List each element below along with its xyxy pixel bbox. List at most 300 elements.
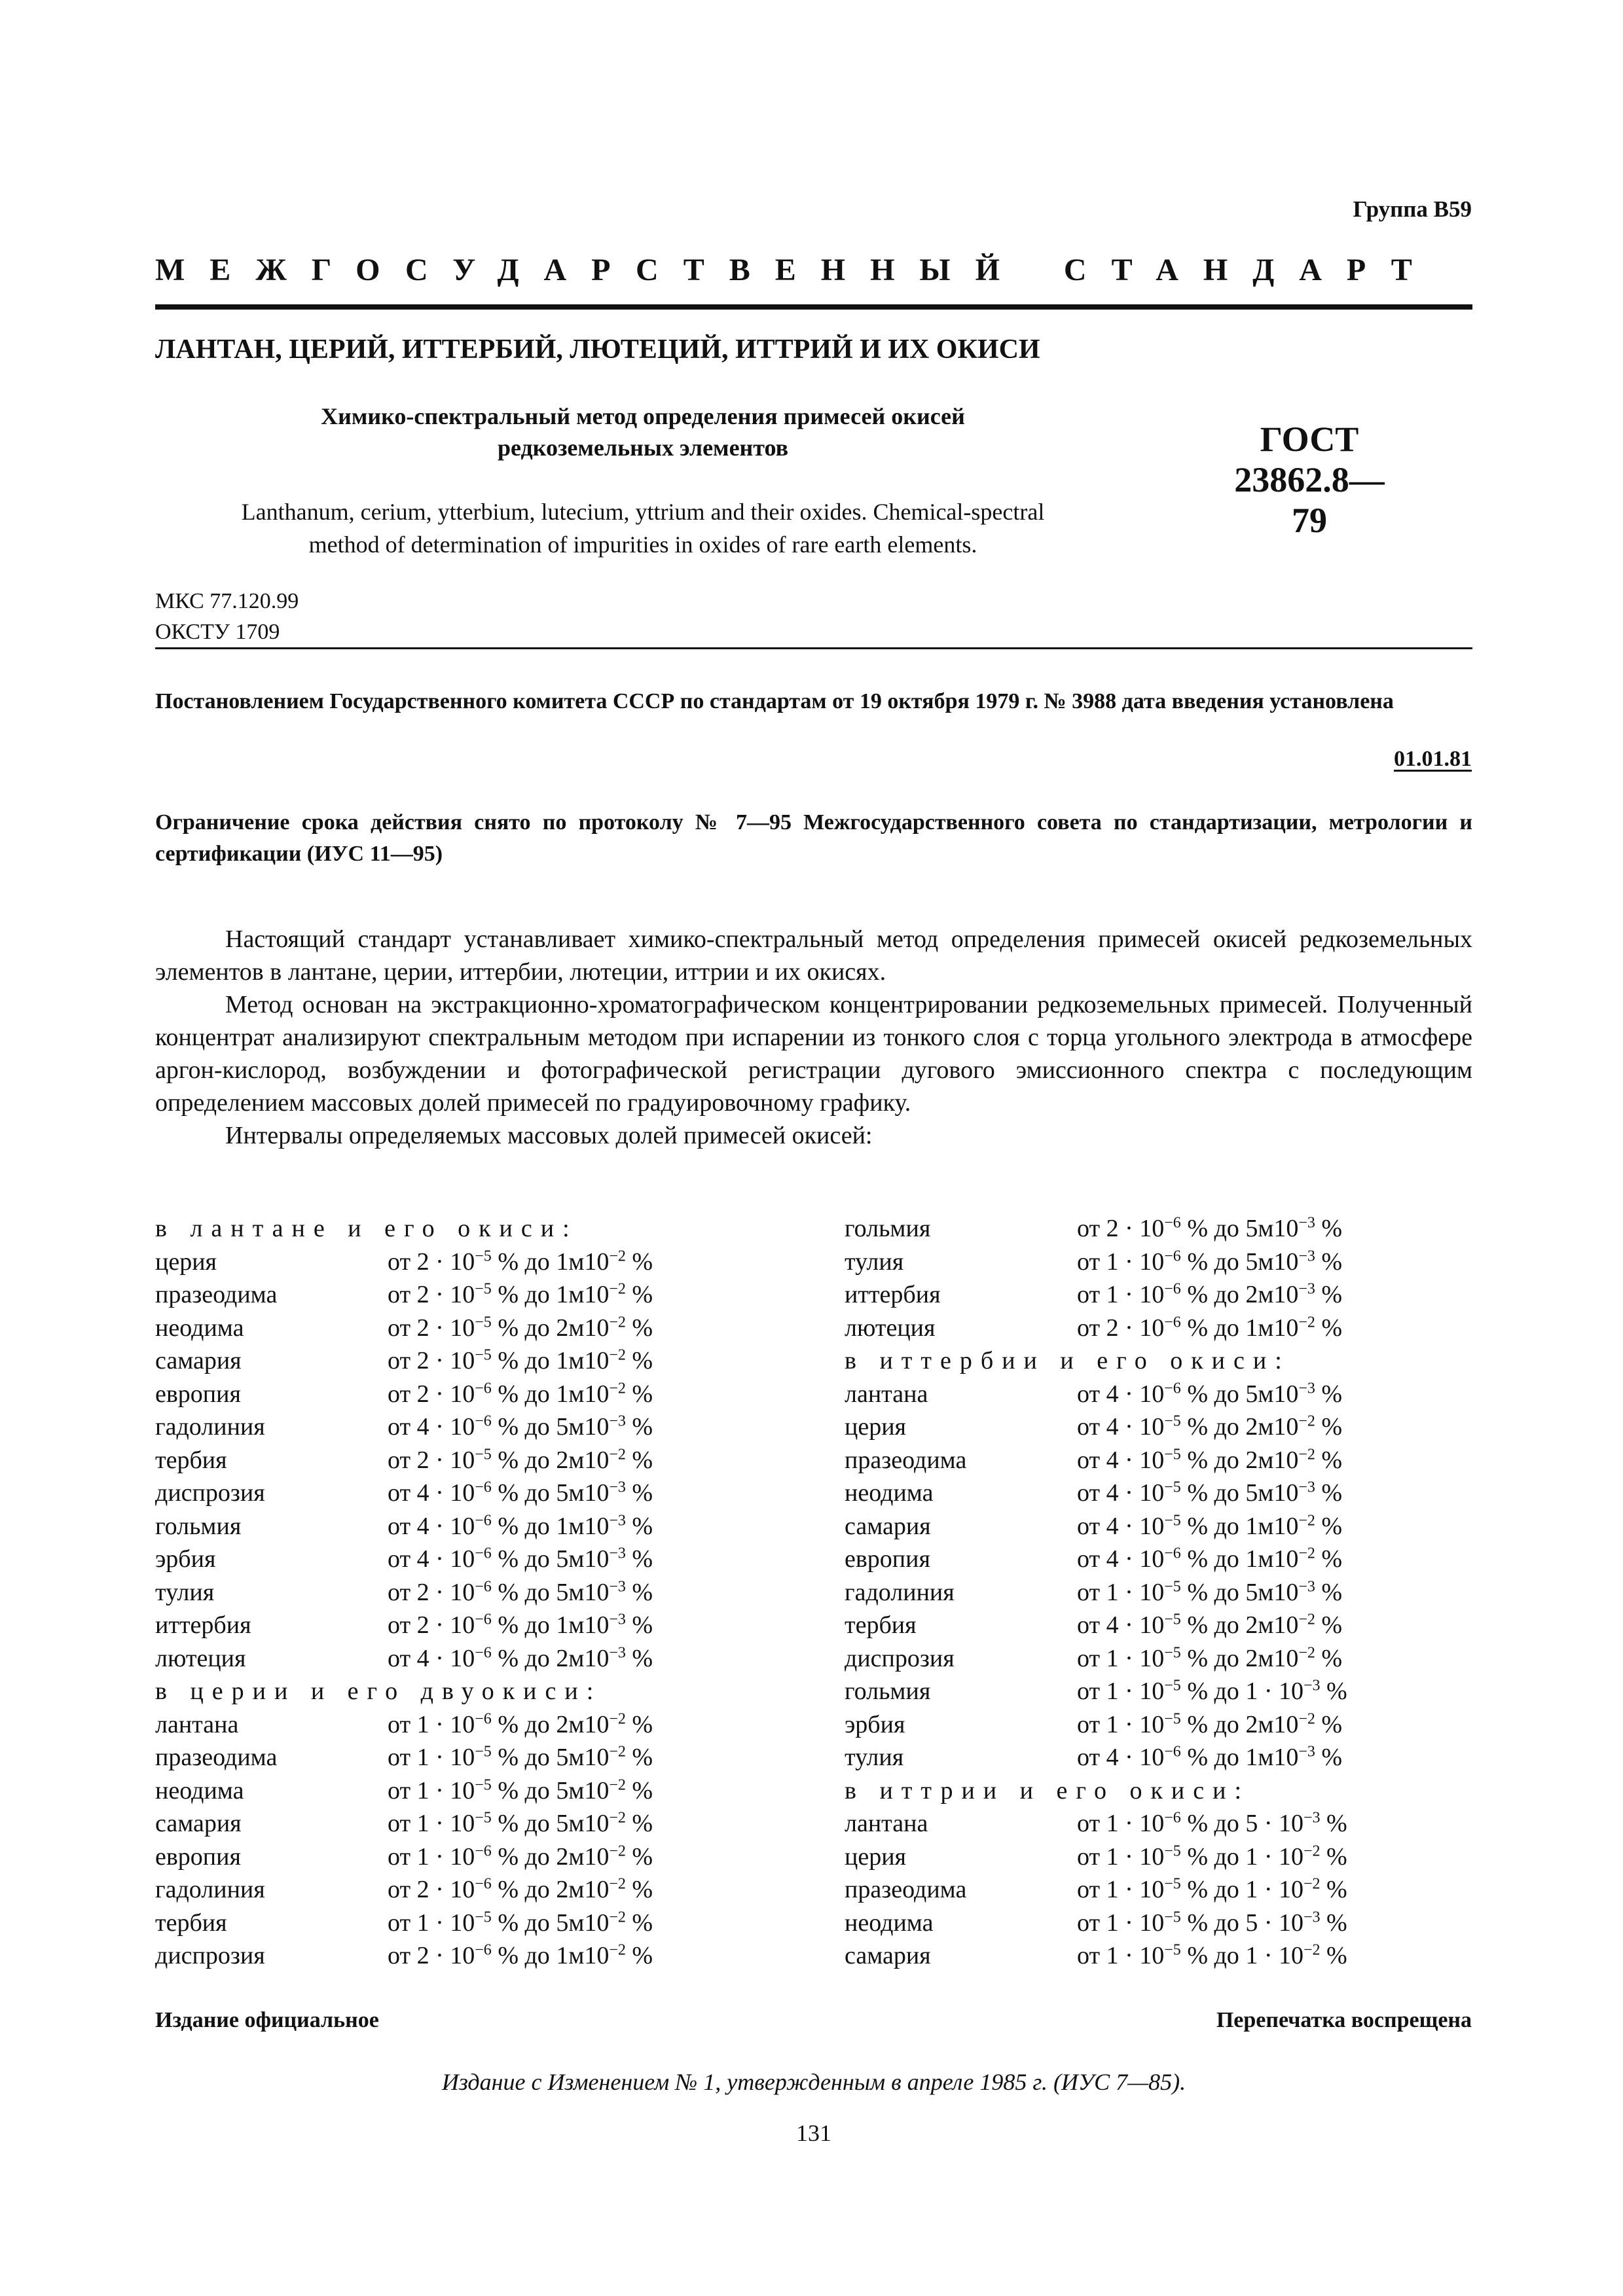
- to-value: 5 · 10: [1245, 1909, 1304, 1937]
- percent-sign: %: [498, 1909, 519, 1937]
- word-to: до: [1214, 1909, 1239, 1937]
- percent-sign: %: [1321, 1281, 1343, 1308]
- word-to: до: [524, 1942, 550, 1969]
- from-exponent: −5: [1164, 1710, 1181, 1727]
- word-to: до: [524, 1380, 550, 1408]
- interval-value: [388, 1344, 653, 1378]
- percent-sign: %: [1187, 1677, 1208, 1705]
- percent-sign: %: [498, 1744, 519, 1771]
- to-value: 1м10: [1245, 1545, 1299, 1573]
- to-exponent: −2: [1298, 1511, 1315, 1529]
- to-exponent: −3: [609, 1511, 626, 1529]
- interval-value: [1077, 1444, 1342, 1477]
- intervals-right-column: [845, 1212, 1473, 1973]
- to-exponent: −2: [609, 1908, 626, 1926]
- english-title-line: Lanthanum, cerium, ytterbium, lutecium, yttrium and their oxides. Chemical-spectral: [241, 499, 1045, 525]
- word-from: от: [1077, 1413, 1101, 1441]
- official-edition-label: Издание официальное: [155, 2008, 379, 2032]
- element-name: эрбия: [845, 1710, 905, 1738]
- to-value: 2м10: [1245, 1611, 1299, 1639]
- percent-sign: %: [632, 1247, 653, 1276]
- interval-value: [1077, 1708, 1342, 1742]
- word-to: до: [524, 1909, 550, 1937]
- word-from: от: [1077, 1281, 1101, 1308]
- word-to: до: [524, 1446, 550, 1474]
- to-exponent: −2: [1298, 1445, 1315, 1463]
- from-exponent: −6: [1164, 1809, 1181, 1827]
- from-value: 4 · 10: [1106, 1380, 1165, 1408]
- to-value: 2м10: [556, 1314, 610, 1342]
- percent-sign: %: [632, 1281, 653, 1308]
- element-name: эрбия: [155, 1545, 216, 1573]
- gost-label-line: 23862.8—79: [1234, 460, 1385, 540]
- word-to: до: [1214, 1512, 1239, 1540]
- from-value: 1 · 10: [1106, 1644, 1165, 1672]
- element-name: самария: [155, 1810, 242, 1837]
- element-name: тербия: [155, 1909, 227, 1937]
- edition-note: Издание с Изменением № 1, утвержденным в апреле 1985 г. (ИУС 7—85).: [441, 2069, 1186, 2095]
- word-to: до: [1214, 1611, 1239, 1639]
- percent-sign: %: [498, 1413, 519, 1441]
- document-title: ЛАНТАН, ЦЕРИЙ, ИТТЕРБИЙ, ЛЮТЕЦИЙ, ИТТРИЙ И ИХ ОКИСИ: [155, 334, 1040, 365]
- interval-row: [845, 1576, 1473, 1609]
- english-title-line: method of determination of impurities in oxides of rare earth elements.: [308, 531, 977, 558]
- to-value: 2м10: [1245, 1446, 1299, 1474]
- to-value: 1 · 10: [1245, 1842, 1304, 1871]
- subtitle-line: Химико-спектральный метод определения примесей окисей: [321, 403, 965, 429]
- percent-sign: %: [1187, 1578, 1208, 1606]
- body-paragraph: Метод основан на экстракционно-хроматографическом концентрировании редкоземельных примесей. Полученный концентрат анализируют спектральным методом при испарении из тонкого слоя с торца угольного электрода в атмосфере аргон-кислород, возбуждении и фотографической регистрации дугового эмиссионного спектра с последующим определением массовых долей примесей по градуировочному графику.: [155, 991, 1472, 1117]
- word-to: до: [1214, 1810, 1239, 1837]
- from-exponent: −6: [1164, 1247, 1181, 1265]
- group-code: Группа В59: [1353, 196, 1472, 222]
- from-exponent: −6: [1164, 1280, 1181, 1298]
- interval-row: [155, 1378, 744, 1411]
- percent-sign: %: [498, 1380, 519, 1408]
- word-from: от: [1077, 1380, 1101, 1408]
- interval-value: [1077, 1246, 1342, 1279]
- word-to: до: [524, 1281, 550, 1308]
- to-exponent: −3: [1298, 1479, 1315, 1496]
- interval-row: [155, 1708, 744, 1742]
- to-exponent: −2: [1303, 1941, 1321, 1959]
- word-from: от: [388, 1644, 411, 1672]
- interval-value: [1077, 1675, 1347, 1708]
- to-value: 5м10: [556, 1776, 610, 1804]
- percent-sign: %: [1321, 1644, 1343, 1672]
- percent-sign: %: [632, 1347, 653, 1374]
- element-name: диспрозия: [155, 1942, 265, 1969]
- element-name: церия: [845, 1842, 907, 1871]
- from-exponent: −5: [1164, 1875, 1181, 1893]
- percent-sign: %: [1187, 1215, 1208, 1242]
- to-value: 1м10: [556, 1347, 610, 1374]
- from-exponent: −5: [1164, 1908, 1181, 1926]
- to-value: 5м10: [556, 1810, 610, 1837]
- word-from: от: [388, 1247, 411, 1276]
- percent-sign: %: [498, 1776, 519, 1804]
- interval-row: [155, 1543, 744, 1576]
- percent-sign: %: [1187, 1247, 1208, 1276]
- percent-sign: %: [1187, 1314, 1208, 1342]
- percent-sign: %: [498, 1479, 519, 1507]
- word-to: до: [524, 1247, 550, 1276]
- word-to: до: [1214, 1942, 1239, 1969]
- interval-value: [388, 1444, 653, 1477]
- word-from: от: [388, 1545, 411, 1573]
- to-exponent: −2: [1298, 1611, 1315, 1628]
- okstu-code: ОКСТУ 1709: [155, 620, 280, 644]
- word-from: от: [1077, 1677, 1101, 1705]
- element-name: неодима: [845, 1479, 934, 1507]
- word-from: от: [1077, 1644, 1101, 1672]
- percent-sign: %: [498, 1247, 519, 1276]
- percent-sign: %: [498, 1644, 519, 1672]
- from-value: 4 · 10: [1106, 1512, 1165, 1540]
- interval-row: [845, 1543, 1473, 1576]
- interval-value: [1077, 1510, 1342, 1543]
- word-to: до: [524, 1314, 550, 1342]
- interval-row: [845, 1278, 1473, 1312]
- to-exponent: −2: [1303, 1875, 1321, 1893]
- word-to: до: [524, 1479, 550, 1507]
- restriction-note: Ограничение срока действия снято по протоколу № 7—95 Межгосударственного совета по стандартизации, метрологии и сертификации (ИУС 11—95): [155, 810, 1472, 866]
- word-to: до: [524, 1776, 550, 1804]
- interval-row: [845, 1741, 1473, 1774]
- interval-value: [1077, 1873, 1347, 1907]
- to-exponent: −3: [609, 1611, 626, 1628]
- from-exponent: −6: [475, 1842, 492, 1859]
- from-exponent: −5: [475, 1809, 492, 1827]
- percent-sign: %: [632, 1545, 653, 1573]
- from-value: 4 · 10: [1106, 1413, 1165, 1441]
- from-exponent: −5: [1164, 1511, 1181, 1529]
- interval-value: [1077, 1741, 1342, 1774]
- percent-sign: %: [1321, 1247, 1343, 1276]
- percent-sign: %: [632, 1942, 653, 1969]
- element-name: тербия: [845, 1611, 917, 1639]
- interval-row: [155, 1807, 744, 1840]
- word-from: от: [1077, 1842, 1101, 1871]
- to-exponent: −2: [1298, 1710, 1315, 1727]
- percent-sign: %: [1187, 1380, 1208, 1408]
- standard-header-word1: МЕЖГОСУДАРСТВЕННЫЙ: [155, 253, 1025, 287]
- to-exponent: −3: [609, 1479, 626, 1496]
- from-value: 4 · 10: [1106, 1744, 1165, 1771]
- from-value: 4 · 10: [416, 1644, 475, 1672]
- percent-sign: %: [1187, 1744, 1208, 1771]
- page-number: 131: [796, 2120, 831, 2146]
- interval-row: [155, 1312, 744, 1345]
- interval-value: [1077, 1477, 1342, 1510]
- word-to: до: [524, 1710, 550, 1738]
- word-from: от: [388, 1744, 411, 1771]
- from-value: 2 · 10: [416, 1942, 475, 1969]
- element-name: церия: [845, 1413, 907, 1441]
- word-from: от: [1077, 1876, 1101, 1903]
- from-value: 4 · 10: [416, 1413, 475, 1441]
- element-name: празеодима: [155, 1744, 278, 1771]
- element-name: самария: [155, 1347, 242, 1374]
- element-name: неодима: [155, 1314, 244, 1342]
- to-exponent: −2: [609, 1941, 626, 1959]
- percent-sign: %: [498, 1810, 519, 1837]
- element-name: лантана: [845, 1810, 928, 1837]
- word-from: от: [1077, 1909, 1101, 1937]
- word-from: от: [388, 1611, 411, 1639]
- to-exponent: −3: [1303, 1809, 1321, 1827]
- from-value: 4 · 10: [1106, 1446, 1165, 1474]
- element-name: лантана: [155, 1710, 239, 1738]
- to-value: 2м10: [1245, 1281, 1299, 1308]
- interval-value: [1077, 1543, 1342, 1576]
- interval-row: [155, 1246, 744, 1279]
- element-name: гадолиния: [155, 1876, 265, 1903]
- from-value: 1 · 10: [416, 1744, 475, 1771]
- word-from: от: [1077, 1545, 1101, 1573]
- interval-row: [155, 1840, 744, 1874]
- element-name: гольмия: [845, 1215, 931, 1242]
- interval-value: [388, 1510, 653, 1543]
- word-from: от: [388, 1710, 411, 1738]
- from-value: 1 · 10: [416, 1842, 475, 1871]
- to-exponent: −2: [1298, 1313, 1315, 1331]
- interval-row: [845, 1510, 1473, 1543]
- to-exponent: −2: [609, 1280, 626, 1298]
- to-exponent: −3: [609, 1577, 626, 1595]
- word-from: от: [388, 1942, 411, 1969]
- interval-row: [845, 1873, 1473, 1907]
- to-value: 1м10: [556, 1247, 610, 1276]
- word-to: до: [1214, 1314, 1239, 1342]
- element-name: празеодима: [155, 1281, 278, 1308]
- standard-header-word2: СТАНДАРТ: [1063, 253, 1437, 287]
- decree-text: Постановлением Государственного комитета СССР по стандартам от 19 октября 1979 г. № 3988 дата введения установлена: [155, 689, 1394, 713]
- mks-code: МКС 77.120.99: [155, 589, 299, 613]
- word-from: от: [388, 1281, 411, 1308]
- to-exponent: −2: [609, 1875, 626, 1893]
- from-exponent: −5: [1164, 1677, 1181, 1695]
- interval-value: [388, 1907, 653, 1940]
- body-paragraph: Интервалы определяемых массовых долей примесей окисей:: [225, 1122, 873, 1149]
- word-from: от: [1077, 1710, 1101, 1738]
- word-to: до: [524, 1347, 550, 1374]
- to-value: 2м10: [1245, 1710, 1299, 1738]
- from-value: 1 · 10: [1106, 1810, 1165, 1837]
- from-exponent: −5: [475, 1776, 492, 1793]
- to-exponent: −2: [1303, 1842, 1321, 1859]
- to-value: 5м10: [556, 1744, 610, 1771]
- to-exponent: −2: [609, 1346, 626, 1364]
- section-heading: в иттербии и его окиси:: [845, 1347, 1290, 1374]
- to-value: 5м10: [1245, 1479, 1299, 1507]
- from-exponent: −6: [475, 1611, 492, 1628]
- element-name: гадолиния: [155, 1413, 265, 1441]
- percent-sign: %: [1326, 1909, 1347, 1937]
- from-value: 1 · 10: [416, 1776, 475, 1804]
- from-value: 1 · 10: [1106, 1842, 1165, 1871]
- to-exponent: −3: [1298, 1247, 1315, 1265]
- percent-sign: %: [498, 1578, 519, 1606]
- from-value: 4 · 10: [1106, 1611, 1165, 1639]
- element-name: тулия: [845, 1744, 904, 1771]
- interval-row: [155, 1774, 744, 1808]
- percent-sign: %: [1187, 1281, 1208, 1308]
- interval-value: [388, 1939, 653, 1973]
- word-to: до: [1214, 1281, 1239, 1308]
- from-exponent: −5: [1164, 1577, 1181, 1595]
- interval-row: [155, 1642, 744, 1676]
- percent-sign: %: [1321, 1578, 1343, 1606]
- percent-sign: %: [498, 1942, 519, 1969]
- interval-value: [1077, 1807, 1347, 1840]
- percent-sign: %: [498, 1710, 519, 1738]
- to-exponent: −3: [1298, 1577, 1315, 1595]
- interval-value: [388, 1807, 653, 1840]
- standard-header: [155, 252, 1472, 288]
- element-name: европия: [845, 1545, 930, 1573]
- word-from: от: [1077, 1744, 1101, 1771]
- interval-value: [1077, 1840, 1347, 1874]
- to-value: 5м10: [556, 1578, 610, 1606]
- interval-row: [155, 1741, 744, 1774]
- interval-row: [845, 1246, 1473, 1279]
- from-value: 1 · 10: [416, 1710, 475, 1738]
- from-exponent: −5: [475, 1247, 492, 1265]
- to-value: 2м10: [1245, 1413, 1299, 1441]
- interval-value: [388, 1378, 653, 1411]
- to-value: 2м10: [556, 1876, 610, 1903]
- percent-sign: %: [1187, 1512, 1208, 1540]
- to-exponent: −3: [609, 1643, 626, 1661]
- from-exponent: −5: [475, 1346, 492, 1364]
- from-exponent: −5: [1164, 1842, 1181, 1859]
- percent-sign: %: [632, 1578, 653, 1606]
- element-name: гольмия: [155, 1512, 242, 1540]
- interval-value: [1077, 1609, 1342, 1642]
- percent-sign: %: [1321, 1512, 1343, 1540]
- interval-value: [1077, 1642, 1342, 1676]
- to-value: 1 · 10: [1245, 1942, 1304, 1969]
- to-exponent: −2: [609, 1445, 626, 1463]
- percent-sign: %: [632, 1744, 653, 1771]
- word-to: до: [1214, 1744, 1239, 1771]
- to-value: 1м10: [556, 1380, 610, 1408]
- interval-value: [1077, 1576, 1342, 1609]
- from-exponent: −6: [475, 1875, 492, 1893]
- from-exponent: −6: [475, 1511, 492, 1529]
- interval-row: [155, 1410, 744, 1444]
- gost-label-line: ГОСТ: [1260, 420, 1359, 459]
- from-value: 1 · 10: [1106, 1942, 1165, 1969]
- to-value: 5м10: [1245, 1380, 1299, 1408]
- to-exponent: −3: [1298, 1214, 1315, 1232]
- english-title: [155, 495, 1131, 561]
- section-heading: в лантане и его окиси:: [155, 1215, 578, 1242]
- element-name: тербия: [155, 1446, 227, 1474]
- element-name: лантана: [845, 1380, 928, 1408]
- percent-sign: %: [1187, 1810, 1208, 1837]
- element-name: неодима: [845, 1909, 934, 1937]
- word-from: от: [388, 1380, 411, 1408]
- element-name: иттербия: [845, 1281, 941, 1308]
- from-value: 1 · 10: [1106, 1247, 1165, 1276]
- percent-sign: %: [1187, 1545, 1208, 1573]
- from-value: 4 · 10: [416, 1545, 475, 1573]
- word-to: до: [1214, 1644, 1239, 1672]
- element-name: европия: [155, 1842, 241, 1871]
- percent-sign: %: [1187, 1842, 1208, 1871]
- to-value: 2м10: [1245, 1644, 1299, 1672]
- interval-value: [1077, 1907, 1347, 1940]
- percent-sign: %: [1187, 1710, 1208, 1738]
- percent-sign: %: [1321, 1380, 1343, 1408]
- word-to: до: [1214, 1876, 1239, 1903]
- from-exponent: −5: [1164, 1445, 1181, 1463]
- percent-sign: %: [632, 1776, 653, 1804]
- word-from: от: [388, 1810, 411, 1837]
- from-value: 2 · 10: [416, 1247, 475, 1276]
- interval-row: [155, 1609, 744, 1642]
- from-value: 4 · 10: [1106, 1545, 1165, 1573]
- interval-row: [845, 1675, 1473, 1708]
- word-to: до: [1214, 1446, 1239, 1474]
- percent-sign: %: [1321, 1545, 1343, 1573]
- element-name: церия: [155, 1247, 217, 1276]
- word-to: до: [524, 1876, 550, 1903]
- element-name: празеодима: [845, 1876, 967, 1903]
- percent-sign: %: [1187, 1909, 1208, 1937]
- percent-sign: %: [1321, 1215, 1343, 1242]
- to-value: 1м10: [1245, 1744, 1299, 1771]
- interval-value: [388, 1609, 653, 1642]
- from-value: 1 · 10: [1106, 1281, 1165, 1308]
- percent-sign: %: [1187, 1413, 1208, 1441]
- percent-sign: %: [1321, 1413, 1343, 1441]
- to-exponent: −2: [609, 1710, 626, 1727]
- interval-value: [388, 1576, 653, 1609]
- from-exponent: −5: [1164, 1611, 1181, 1628]
- to-exponent: −3: [1303, 1677, 1321, 1695]
- word-from: от: [388, 1909, 411, 1937]
- word-to: до: [1214, 1710, 1239, 1738]
- to-value: 1м10: [556, 1512, 610, 1540]
- element-name: лютеция: [155, 1644, 246, 1672]
- percent-sign: %: [1326, 1876, 1347, 1903]
- from-value: 2 · 10: [416, 1314, 475, 1342]
- from-value: 2 · 10: [416, 1380, 475, 1408]
- interval-row: [155, 1510, 744, 1543]
- to-value: 5м10: [556, 1413, 610, 1441]
- percent-sign: %: [1187, 1942, 1208, 1969]
- percent-sign: %: [498, 1446, 519, 1474]
- to-value: 5м10: [556, 1909, 610, 1937]
- to-value: 1 · 10: [1245, 1876, 1304, 1903]
- from-exponent: −5: [1164, 1941, 1181, 1959]
- from-value: 1 · 10: [1106, 1677, 1165, 1705]
- from-value: 2 · 10: [416, 1347, 475, 1374]
- percent-sign: %: [498, 1842, 519, 1871]
- interval-row: [845, 1212, 1473, 1246]
- interval-row: [155, 1939, 744, 1973]
- from-exponent: −5: [475, 1445, 492, 1463]
- to-value: 2м10: [556, 1446, 610, 1474]
- word-to: до: [1214, 1842, 1239, 1871]
- to-exponent: −2: [609, 1842, 626, 1859]
- interval-value: [1077, 1939, 1347, 1973]
- percent-sign: %: [632, 1876, 653, 1903]
- percent-sign: %: [632, 1314, 653, 1342]
